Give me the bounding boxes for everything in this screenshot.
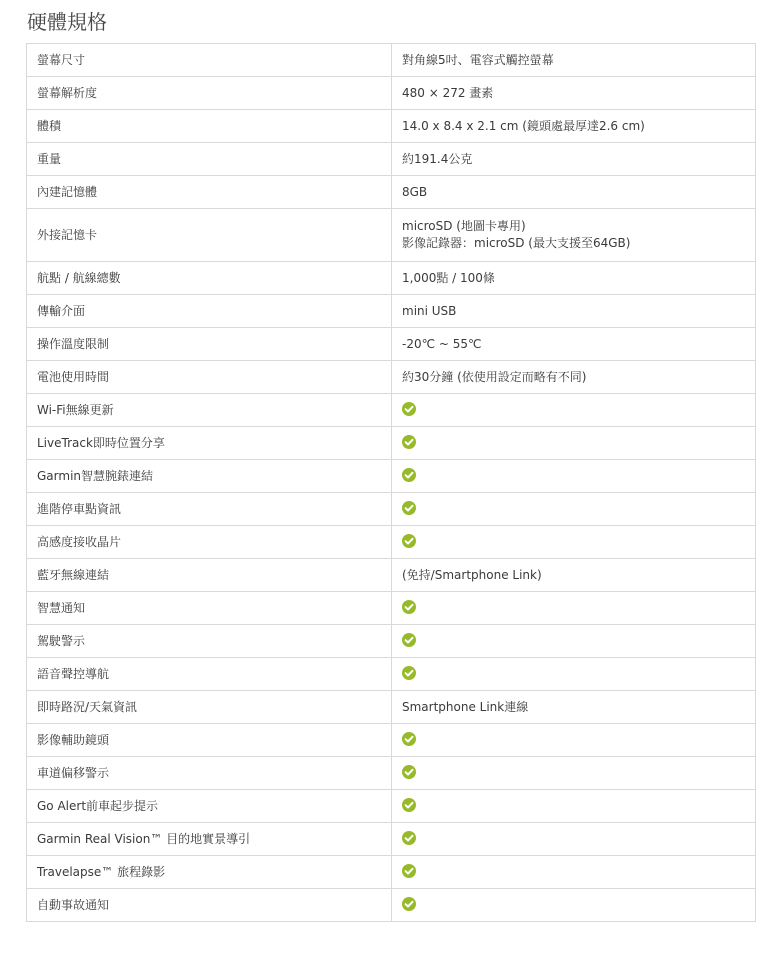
check-icon (402, 765, 416, 779)
spec-value (392, 757, 756, 790)
spec-label: 藍牙無線連結 (27, 559, 392, 592)
spec-label: 螢幕尺寸 (27, 44, 392, 77)
spec-label: 螢幕解析度 (27, 77, 392, 110)
check-icon (402, 600, 416, 614)
check-icon (402, 798, 416, 812)
spec-label: 航點 / 航線總數 (27, 262, 392, 295)
spec-label: 外接記憶卡 (27, 209, 392, 262)
spec-row (27, 889, 756, 922)
spec-value-line: microSD (地圖卡專用) (402, 219, 526, 233)
spec-value (392, 658, 756, 691)
check-icon (402, 402, 416, 416)
page-title: 硬體規格 (27, 10, 107, 34)
spec-value: (免持/Smartphone Link) (392, 559, 756, 592)
spec-label: 電池使用時間 (27, 361, 392, 394)
spec-row (27, 110, 756, 143)
spec-value (392, 526, 756, 559)
spec-value (392, 724, 756, 757)
spec-label: Go Alert前車起步提示 (27, 790, 392, 823)
spec-row (27, 625, 756, 658)
spec-label: 即時路況/天氣資訊 (27, 691, 392, 724)
spec-row (27, 427, 756, 460)
spec-row (27, 757, 756, 790)
spec-value (392, 823, 756, 856)
spec-row (27, 493, 756, 526)
spec-value (392, 889, 756, 922)
spec-row (27, 262, 756, 295)
check-icon (402, 501, 416, 515)
spec-row (27, 394, 756, 427)
spec-value (392, 209, 756, 262)
check-icon (402, 864, 416, 878)
spec-label: 語音聲控導航 (27, 658, 392, 691)
spec-row (27, 823, 756, 856)
spec-label: Travelapse™ 旅程錄影 (27, 856, 392, 889)
spec-label: 車道偏移警示 (27, 757, 392, 790)
spec-value: mini USB (392, 295, 756, 328)
spec-value: 1,000點 / 100條 (392, 262, 756, 295)
spec-value (392, 427, 756, 460)
spec-label: 操作溫度限制 (27, 328, 392, 361)
spec-row (27, 295, 756, 328)
spec-value: Smartphone Link連線 (392, 691, 756, 724)
spec-label: Garmin智慧腕錶連結 (27, 460, 392, 493)
spec-label: 重量 (27, 143, 392, 176)
check-icon (402, 534, 416, 548)
spec-row (27, 559, 756, 592)
spec-value (392, 460, 756, 493)
check-icon (402, 897, 416, 911)
spec-value: 8GB (392, 176, 756, 209)
spec-row (27, 209, 756, 262)
spec-label: 傳輸介面 (27, 295, 392, 328)
spec-label: 自動事故通知 (27, 889, 392, 922)
spec-row (27, 790, 756, 823)
spec-label: 進階停車點資訊 (27, 493, 392, 526)
check-icon (402, 435, 416, 449)
spec-row (27, 143, 756, 176)
spec-row (27, 658, 756, 691)
spec-label: 影像輔助鏡頭 (27, 724, 392, 757)
check-icon (402, 468, 416, 482)
spec-value (392, 394, 756, 427)
spec-label: LiveTrack即時位置分享 (27, 427, 392, 460)
spec-row (27, 724, 756, 757)
spec-label: 高感度接收晶片 (27, 526, 392, 559)
spec-row (27, 176, 756, 209)
spec-value (392, 856, 756, 889)
spec-label: 駕駛警示 (27, 625, 392, 658)
spec-value (392, 790, 756, 823)
spec-value: 14.0 x 8.4 x 2.1 cm (鏡頭處最厚達2.6 cm) (392, 110, 756, 143)
spec-value (392, 493, 756, 526)
spec-row (27, 691, 756, 724)
spec-value-line: 影像記錄器：microSD (最大支援至64GB) (402, 236, 631, 250)
check-icon (402, 732, 416, 746)
spec-value: 約30分鐘 (依使用設定而略有不同) (392, 361, 756, 394)
spec-label: 智慧通知 (27, 592, 392, 625)
spec-label: 體積 (27, 110, 392, 143)
spec-row (27, 592, 756, 625)
spec-label: Wi-Fi無線更新 (27, 394, 392, 427)
spec-row (27, 856, 756, 889)
spec-row (27, 328, 756, 361)
spec-row (27, 44, 756, 77)
spec-value (392, 592, 756, 625)
spec-row (27, 77, 756, 110)
spec-row (27, 526, 756, 559)
spec-label: Garmin Real Vision™ 目的地實景導引 (27, 823, 392, 856)
check-icon (402, 666, 416, 680)
spec-table (26, 43, 756, 922)
spec-row (27, 361, 756, 394)
spec-value (392, 625, 756, 658)
spec-table-body (27, 44, 756, 922)
spec-row (27, 460, 756, 493)
spec-value: 對角線5吋、電容式觸控螢幕 (392, 44, 756, 77)
spec-value: 480 × 272 畫素 (392, 77, 756, 110)
check-icon (402, 831, 416, 845)
spec-label: 內建記憶體 (27, 176, 392, 209)
check-icon (402, 633, 416, 647)
spec-value: -20℃ ~ 55℃ (392, 328, 756, 361)
spec-value: 約191.4公克 (392, 143, 756, 176)
